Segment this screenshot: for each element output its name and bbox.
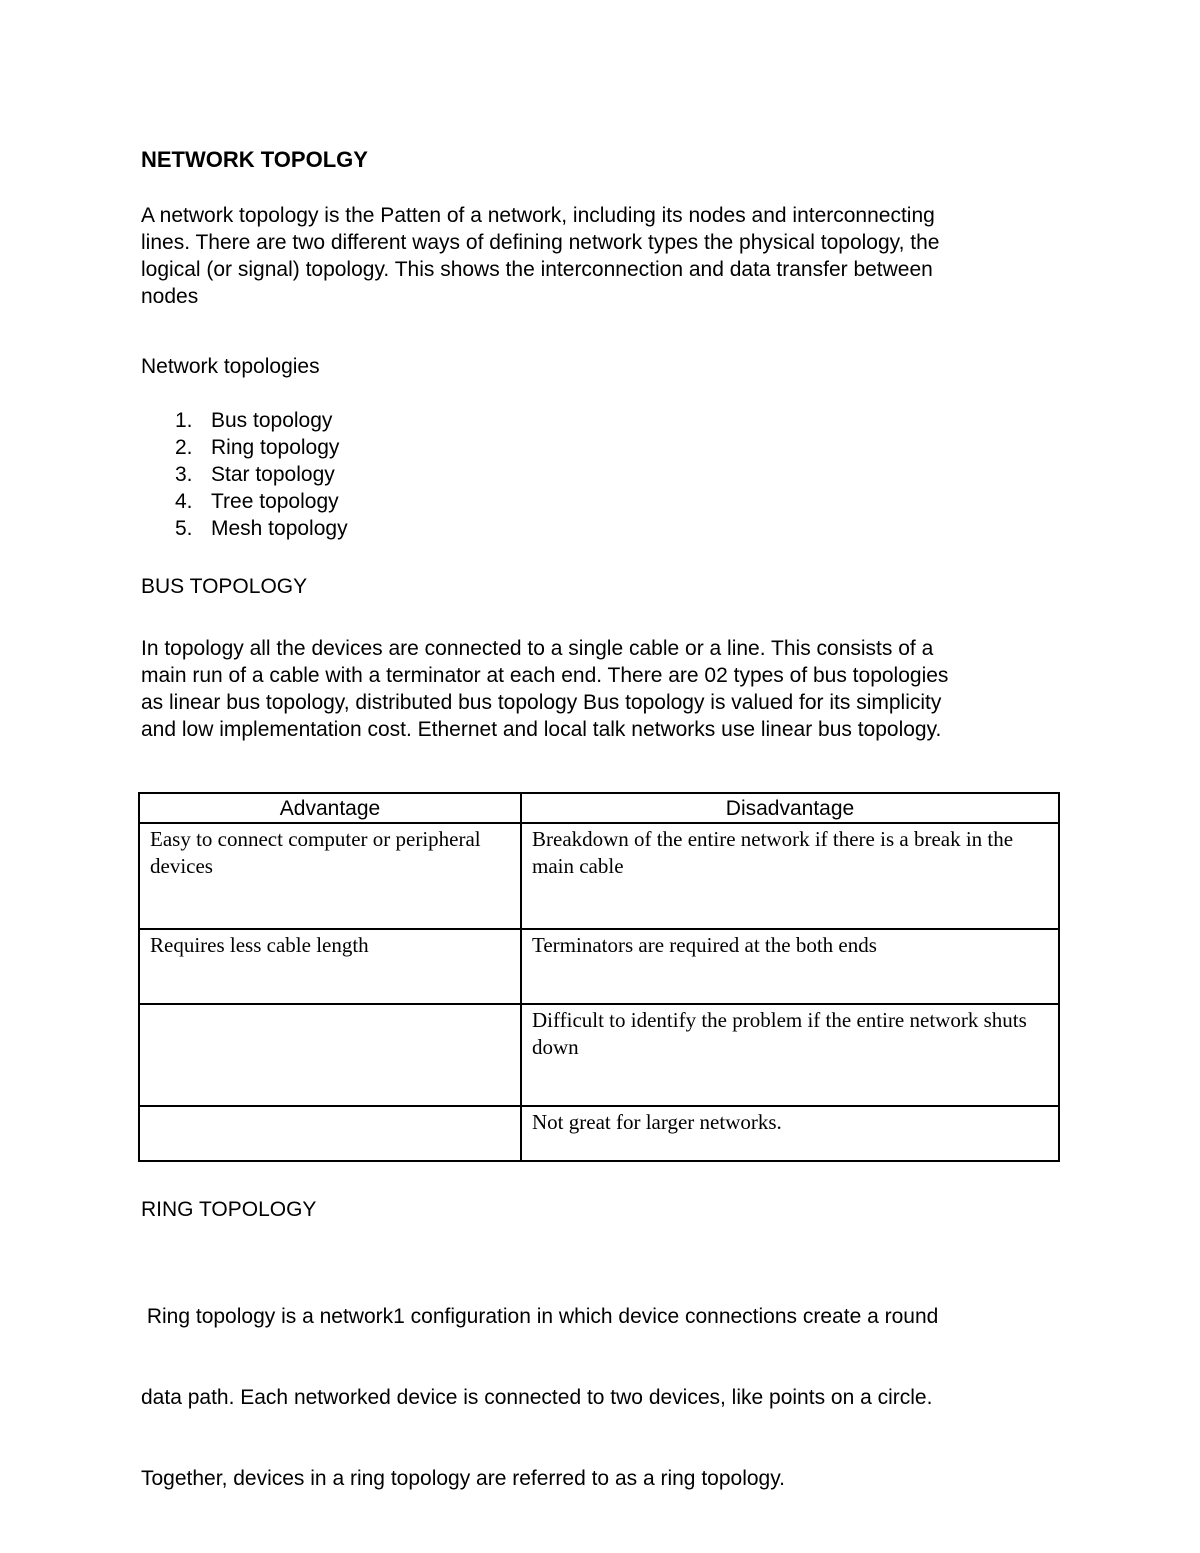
bus-line: main run of a cable with a terminator at each end. There are 02 types of bus topologies <box>141 664 949 687</box>
advantage-header: Advantage <box>139 793 521 823</box>
bus-line: as linear bus topology, distributed bus topology Bus topology is valued for its simplicity <box>141 691 942 714</box>
list-number: 5. <box>175 517 193 540</box>
ring-topology-heading: RING TOPOLOGY <box>141 1198 317 1221</box>
document-title: NETWORK TOPOLGY <box>141 147 368 172</box>
list-number: 4. <box>175 490 193 513</box>
list-label: Star topology <box>211 463 335 486</box>
intro-line: A network topology is the Patten of a network, including its nodes and interconnecting <box>141 204 935 227</box>
ring-line: data path. Each networked device is connected to two devices, like points on a circle. <box>141 1386 933 1409</box>
advantages-table <box>138 792 1060 1162</box>
list-number: 3. <box>175 463 193 486</box>
table-row <box>139 1106 1059 1161</box>
list-number: 2. <box>175 436 193 459</box>
bus-topology-heading: BUS TOPOLOGY <box>141 575 308 598</box>
disadvantage-cell: Difficult to identify the problem if the entire network shuts down <box>521 1004 1059 1106</box>
bus-topology-paragraph <box>141 635 948 743</box>
list-label: Mesh topology <box>211 517 348 540</box>
list-label: Bus topology <box>211 409 333 432</box>
list-number: 1. <box>175 409 193 432</box>
table-row <box>139 823 1059 929</box>
topologies-heading: Network topologies <box>141 355 320 378</box>
intro-line: nodes <box>141 285 199 308</box>
bus-line: In topology all the devices are connected to a single cable or a line. This consists of a <box>141 637 934 660</box>
bus-line: and low implementation cost. Ethernet and local talk networks use linear bus topology. <box>141 718 942 741</box>
table-row <box>139 929 1059 1004</box>
advantage-cell <box>139 1004 521 1106</box>
list-label: Ring topology <box>211 436 340 459</box>
intro-line: lines. There are two different ways of defining network types the physical topology, the <box>141 231 940 254</box>
disadvantage-header: Disadvantage <box>521 793 1059 823</box>
table-header-row <box>139 793 1059 823</box>
ring-topology-paragraph <box>141 1249 938 1546</box>
intro-line: logical (or signal) topology. This shows the interconnection and data transfer between <box>141 258 933 281</box>
ring-line: Together, devices in a ring topology are referred to as a ring topology. <box>141 1467 785 1490</box>
list-label: Tree topology <box>211 490 339 513</box>
advantage-cell: Easy to connect computer or peripheral devices <box>139 823 521 929</box>
ring-line: Ring topology is a network1 configuration in which device connections create a round <box>141 1305 939 1328</box>
disadvantage-cell: Breakdown of the entire network if there is a break in the main cable <box>521 823 1059 929</box>
advantage-cell: Requires less cable length <box>139 929 521 1004</box>
advantage-cell <box>139 1106 521 1161</box>
disadvantage-cell: Terminators are required at the both ends <box>521 929 1059 1004</box>
table-row <box>139 1004 1059 1106</box>
intro-paragraph <box>141 202 939 310</box>
disadvantage-cell: Not great for larger networks. <box>521 1106 1059 1161</box>
